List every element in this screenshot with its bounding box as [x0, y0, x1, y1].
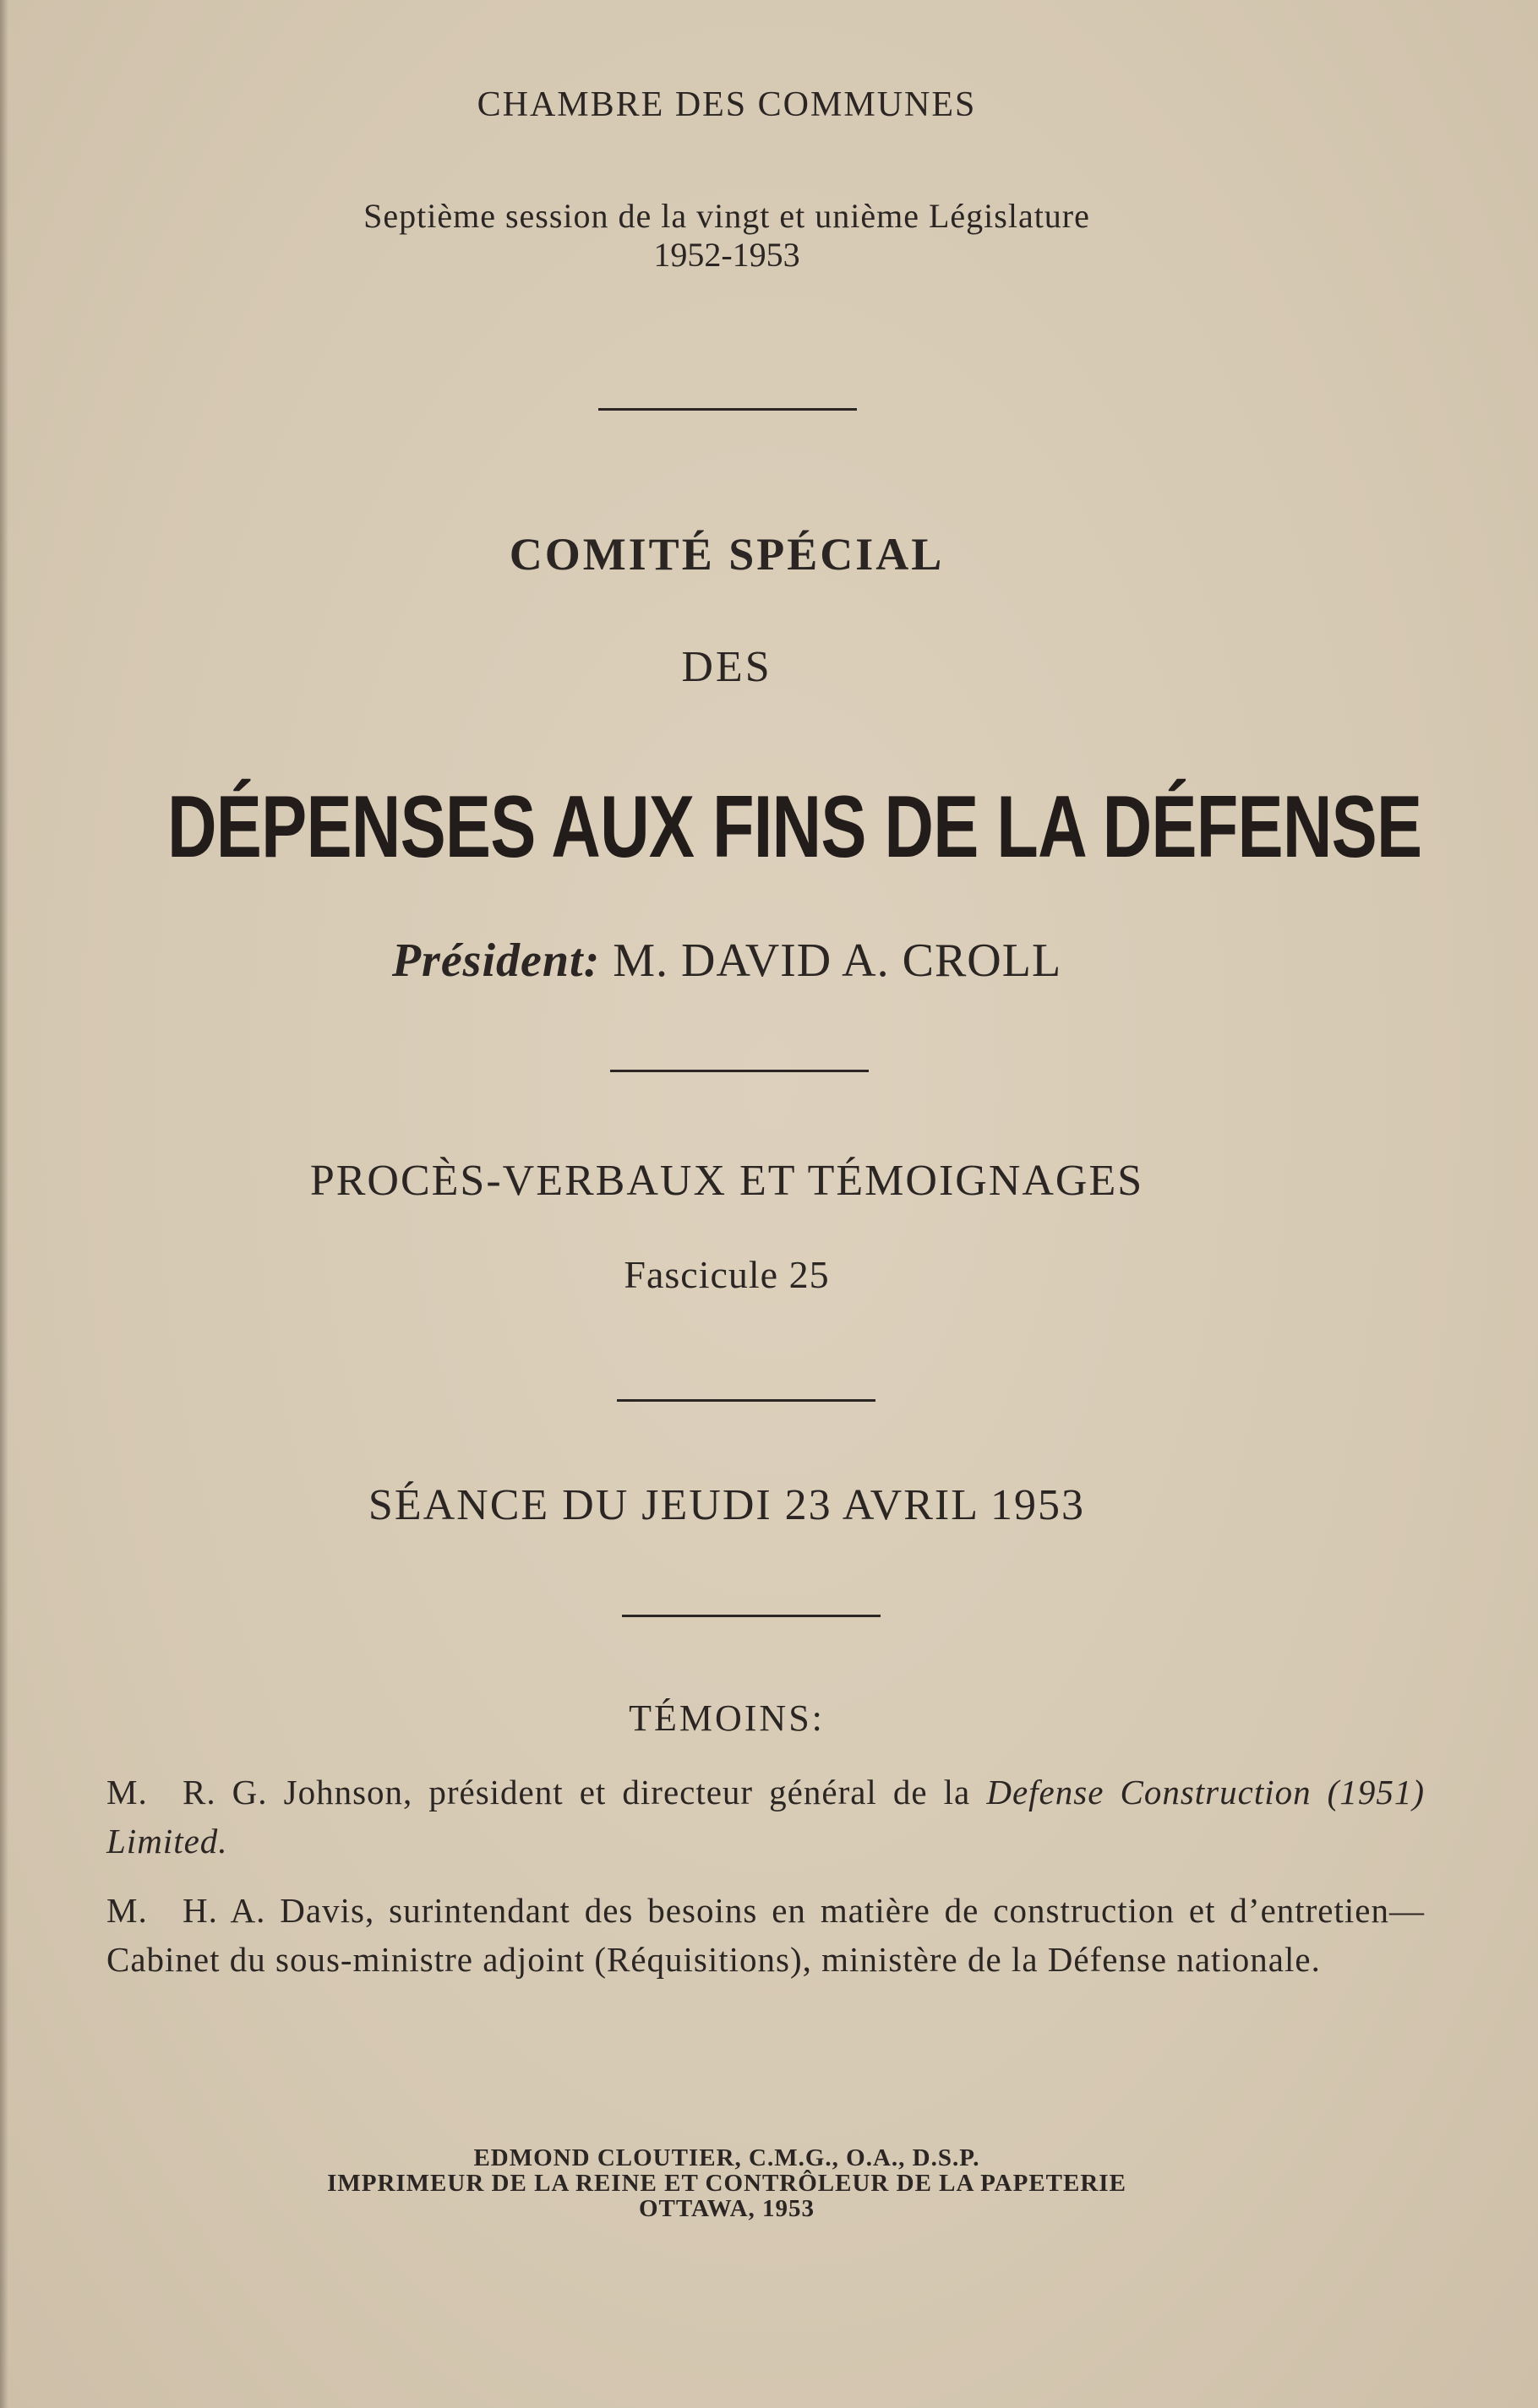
committee-line-2: DES: [681, 643, 772, 691]
president-name: M. DAVID A. CROLL: [613, 934, 1062, 987]
witness-text: R. G. Johnson, président et directeur général de la: [183, 1773, 987, 1811]
president-label: Président:: [391, 934, 601, 987]
proceedings-heading: PROCÈS-VERBAUX ET TÉMOIGNAGES: [309, 1157, 1144, 1205]
divider-rule: [598, 408, 857, 411]
divider-rule: [622, 1615, 881, 1617]
witness-organization: Defense Construction (1951) Limited.: [106, 1773, 1425, 1860]
chamber-title: CHAMBRE DES COMMUNES: [477, 85, 977, 124]
witness-entry: [106, 1768, 1425, 1866]
witness-entry: [106, 1886, 1425, 1984]
printer-name: EDMOND CLOUTIER, C.M.G., O.A., D.S.P.: [473, 2144, 980, 2171]
witnesses-heading: TÉMOINS:: [629, 1697, 825, 1739]
printer-title: IMPRIMEUR DE LA REINE ET CONTRÔLEUR DE LA PAPETERIE: [327, 2170, 1126, 2197]
committee-title: DÉPENSES AUX FINS DE LA DÉFENSE: [167, 778, 1422, 876]
session-years: 1952-1953: [653, 236, 800, 274]
sitting-date: SÉANCE DU JEUDI 23 AVRIL 1953: [368, 1481, 1086, 1529]
witness-title: M.: [106, 1891, 148, 1930]
divider-rule: [617, 1399, 875, 1402]
session-line: Septième session de la vingt et unième Législature: [363, 197, 1090, 235]
fascicule-number: Fascicule 25: [624, 1253, 830, 1296]
committee-line-1: COMITÉ SPÉCIAL: [509, 529, 945, 580]
printer-place-year: OTTAWA, 1953: [638, 2195, 815, 2222]
witness-title: M.: [106, 1773, 148, 1811]
president-line: [0, 934, 1453, 988]
divider-rule: [610, 1070, 869, 1072]
witness-text: H. A. Davis, surintendant des besoins en matière de construction et d’entretien—Cabinet du sous-ministre adjoint (Réquisitions), ministère de la Défense nationale.: [106, 1891, 1425, 1979]
